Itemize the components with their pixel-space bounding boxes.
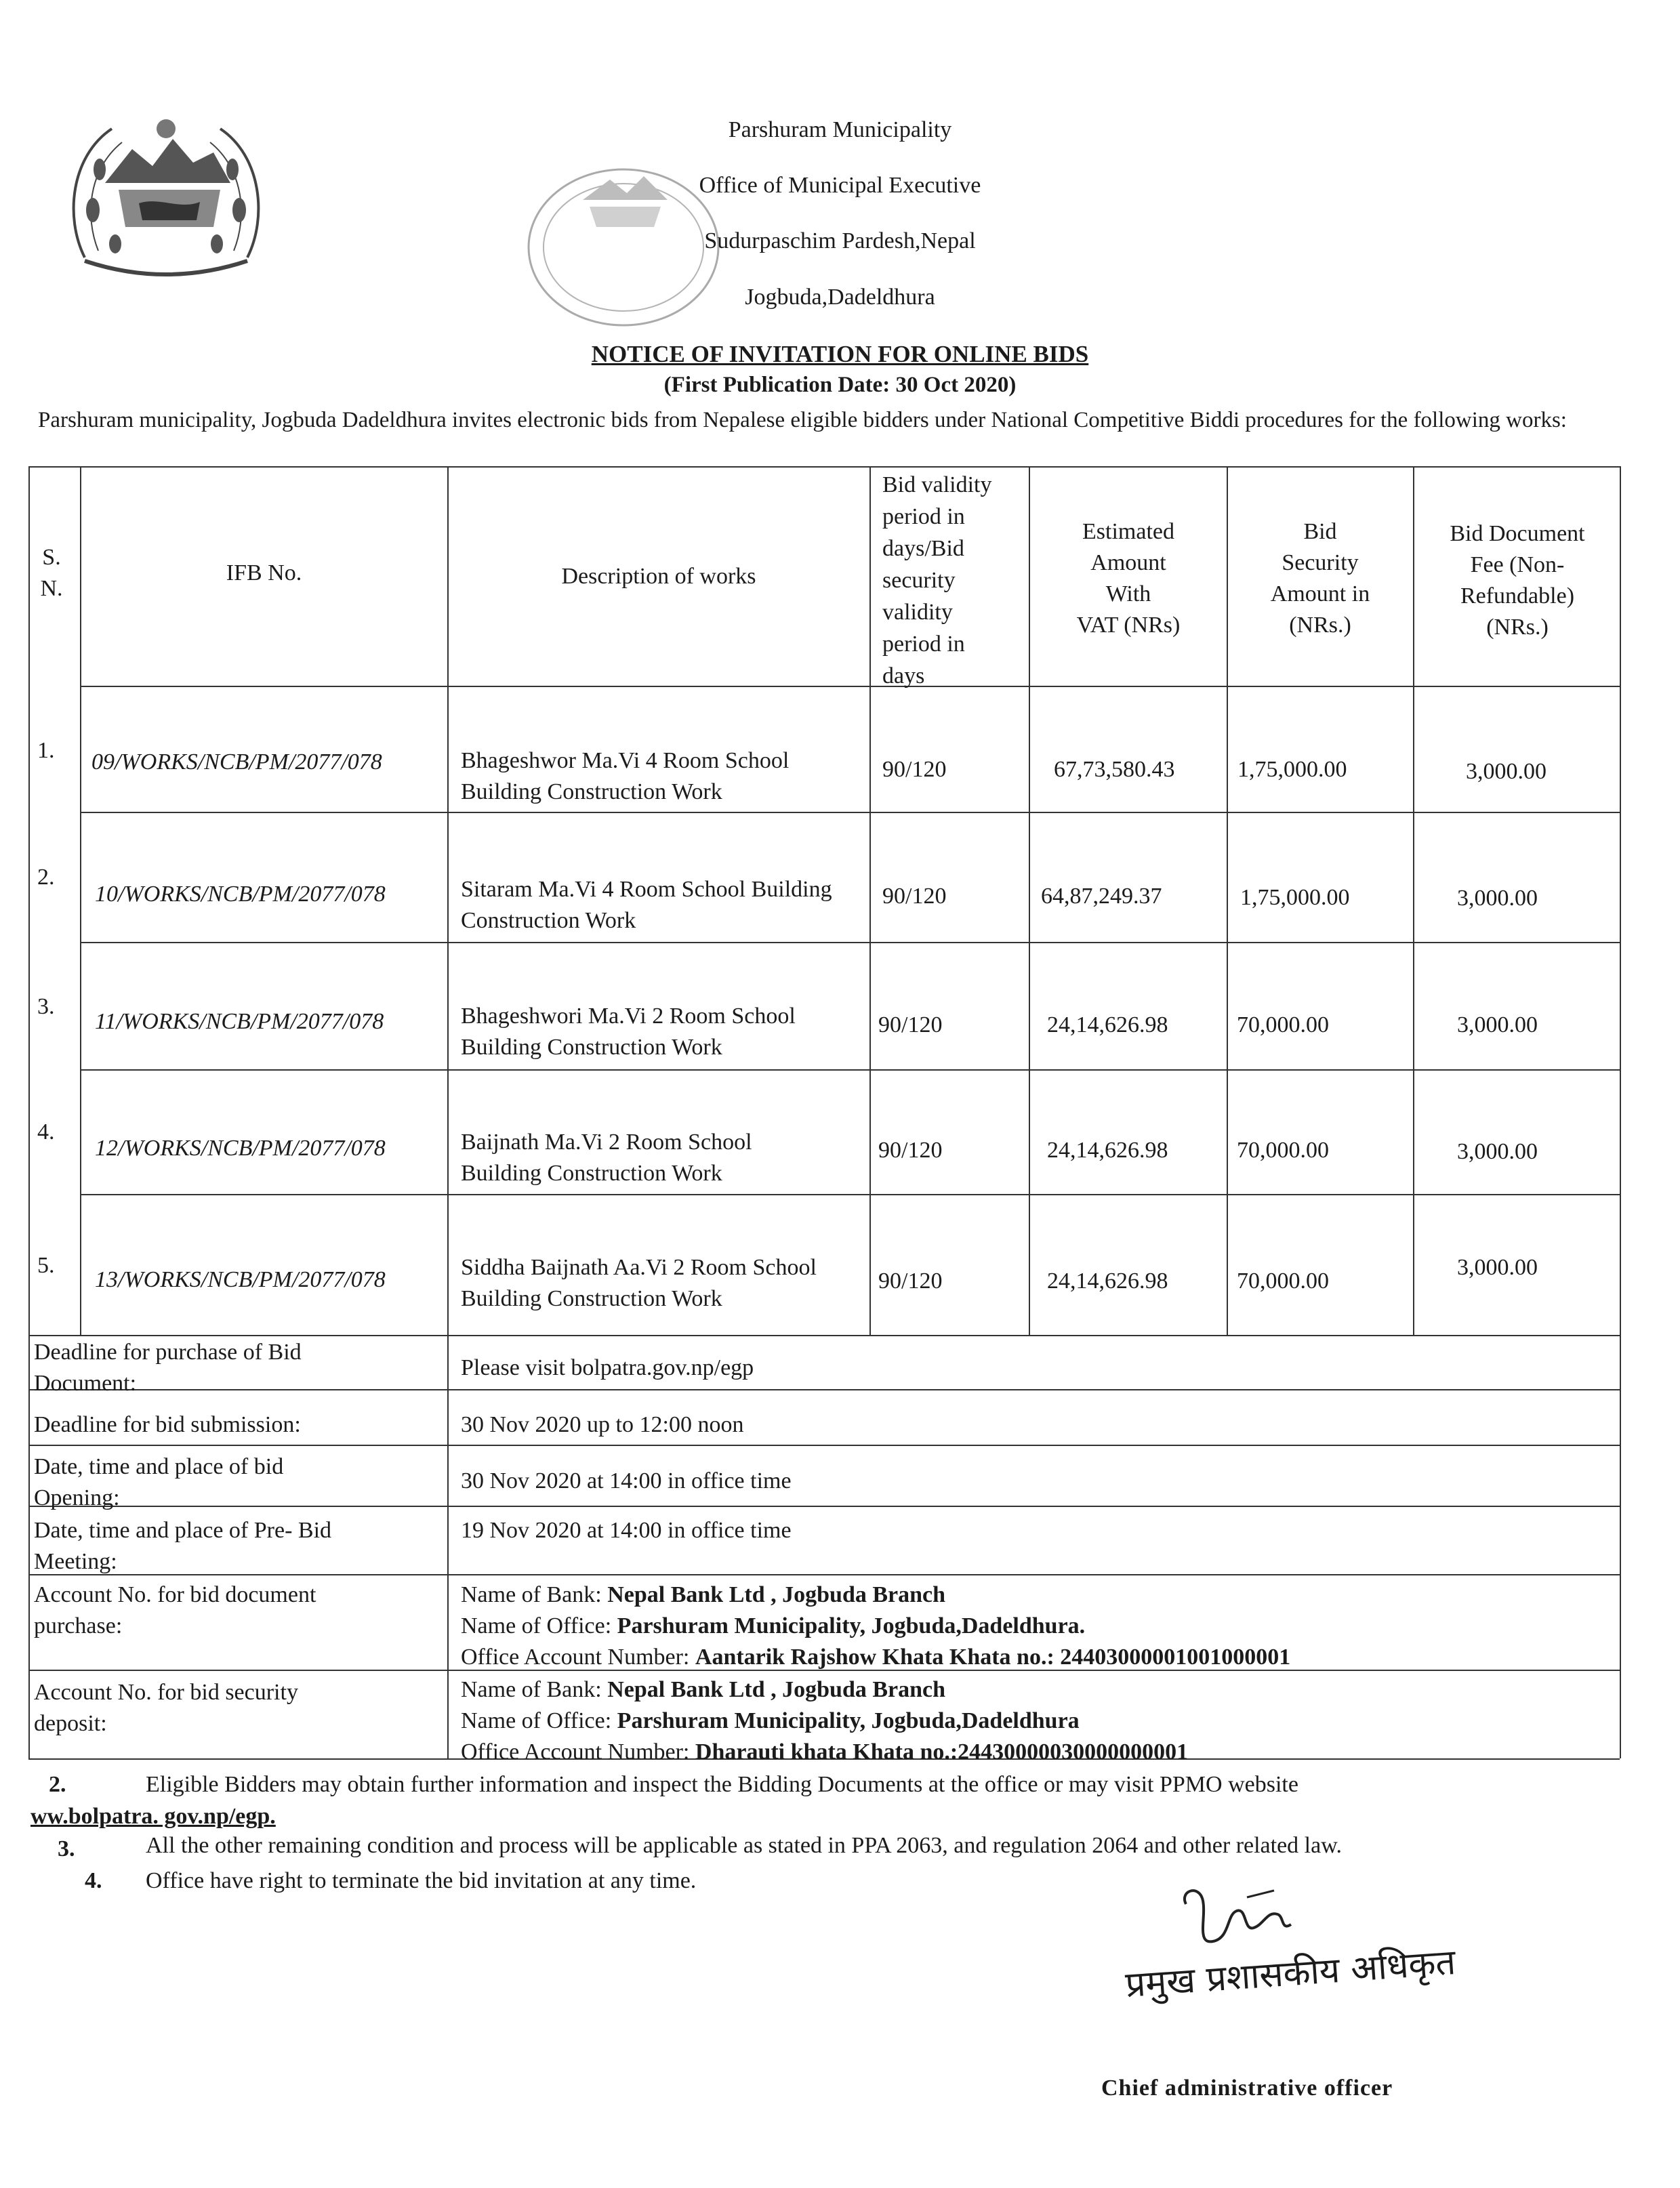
signature-devanagari-title: प्रमुख प्रशासकीय अधिकृत [1124, 1942, 1457, 2006]
info-value-submission-deadline: 30 Nov 2020 up to 12:00 noon [461, 1412, 744, 1437]
row-3-description: Bhageshwori Ma.Vi 2 Room School Building Construction Work [461, 1004, 796, 1060]
row-1-amount: 67,73,580.43 [1054, 757, 1175, 782]
row-5-fee: 3,000.00 [1457, 1255, 1538, 1280]
publication-date: (First Publication Date: 30 Oct 2020) [663, 373, 1017, 397]
row-3-ifb: 11/WORKS/NCB/PM/2077/078 [95, 1009, 384, 1034]
table-rule-v [80, 466, 81, 1335]
signatory-title: Chief administrative officer [1101, 2076, 1393, 2101]
account-value-security: Name of Bank: Nepal Bank Ltd , Jogbuda Branch Name of Office: Parshuram Municipality, Jogbuda,Dadeldhura Office Account Number: Dharauti khata Khata no.:24430000030000000001 [461, 1677, 1189, 1764]
account-label-document: Account No. for bid document purchase: [34, 1582, 316, 1638]
row-3-validity: 90/120 [878, 1012, 943, 1037]
row-3-fee: 3,000.00 [1457, 1012, 1538, 1037]
row-5-ifb: 13/WORKS/NCB/PM/2077/078 [95, 1267, 386, 1292]
row-2-description: Sitaram Ma.Vi 4 Room School Building Construction Work [461, 877, 832, 933]
row-1-validity: 90/120 [882, 757, 947, 782]
row-4-sn: 4. [37, 1119, 55, 1144]
row-1-sn: 1. [37, 738, 55, 763]
info-label-prebid: Date, time and place of Pre- Bid Meeting: [34, 1518, 332, 1574]
row-4-ifb: 12/WORKS/NCB/PM/2077/078 [95, 1136, 386, 1161]
row-1-ifb: 09/WORKS/NCB/PM/2077/078 [91, 749, 382, 775]
row-5-description: Siddha Baijnath Aa.Vi 2 Room School Building Construction Work [461, 1255, 817, 1311]
col-header-sn: S. N. [40, 545, 63, 601]
row-2-security: 1,75,000.00 [1240, 885, 1350, 910]
table-rule-h [80, 812, 1620, 813]
row-2-amount: 64,87,249.37 [1041, 884, 1162, 909]
col-header-fee: Bid Document Fee (Non- Refundable) (NRs.) [1450, 521, 1585, 640]
note-2-text: Eligible Bidders may obtain further information and inspect the Bidding Documents at the office or may visit PPMO website [146, 1772, 1298, 1797]
row-5-amount: 24,14,626.98 [1047, 1268, 1168, 1294]
office-name: Office of Municipal Executive [699, 173, 981, 198]
address-line: Jogbuda,Dadeldhura [745, 285, 935, 310]
row-5-sn: 5. [37, 1253, 55, 1278]
note-2-number: 2. [49, 1772, 66, 1797]
col-header-description: Description of works [561, 564, 756, 589]
row-4-description: Baijnath Ma.Vi 2 Room School Building Construction Work [461, 1130, 752, 1186]
row-2-validity: 90/120 [882, 884, 947, 909]
row-1-description: Bhageshwor Ma.Vi 4 Room School Building Construction Work [461, 748, 790, 804]
note-2-website-link[interactable]: ww.bolpatra. gov.np/egp. [30, 1804, 276, 1829]
row-5-validity: 90/120 [878, 1268, 943, 1294]
col-header-validity: Bid validity period in days/Bid security validity period in days [882, 472, 992, 688]
account-value-document: Name of Bank: Nepal Bank Ltd , Jogbuda Branch Name of Office: Parshuram Municipality, Jogbuda,Dadeldhura. Office Account Number: Aantarik Rajshow Khata Khata no.: 24403000001001000001 [461, 1582, 1291, 1670]
col-header-security: Bid Security Amount in (NRs.) [1270, 519, 1370, 638]
note-3-number: 3. [58, 1836, 75, 1861]
table-rule-h [28, 1445, 1620, 1446]
note-3-text: All the other remaining condition and process will be applicable as stated in PPA 2063, and regulation 2064 and other related law. [146, 1833, 1343, 1858]
table-rule-h [28, 466, 1621, 468]
row-1-fee: 3,000.00 [1466, 759, 1546, 784]
row-4-fee: 3,000.00 [1457, 1139, 1538, 1164]
table-rule-v [28, 466, 30, 1758]
row-1-security: 1,75,000.00 [1237, 757, 1347, 782]
info-label-opening: Date, time and place of bid Opening: [34, 1454, 284, 1510]
table-rule-v [447, 1335, 449, 1758]
info-value-purchase-deadline: Please visit bolpatra.gov.np/egp [461, 1355, 754, 1380]
row-3-sn: 3. [37, 994, 55, 1019]
col-header-amount: Estimated Amount With VAT (NRs) [1076, 519, 1181, 638]
col-header-ifb: IFB No. [226, 560, 302, 585]
municipality-name: Parshuram Municipality [728, 117, 952, 142]
info-value-opening: 30 Nov 2020 at 14:00 in office time [461, 1468, 792, 1493]
row-3-security: 70,000.00 [1237, 1012, 1329, 1037]
table-rule-v [1620, 1335, 1621, 1758]
province-name: Sudurpaschim Pardesh,Nepal [704, 228, 976, 253]
note-4-text: Office have right to terminate the bid invitation at any time. [146, 1868, 697, 1893]
row-2-sn: 2. [37, 865, 55, 890]
row-3-amount: 24,14,626.98 [1047, 1012, 1168, 1037]
intro-paragraph: Parshuram municipality, Jogbuda Dadeldhura invites electronic bids from Nepalese eligible bidders under National Competitive Biddi procedures for the following works: [38, 408, 1567, 432]
table-rule-v [447, 466, 449, 1335]
info-label-purchase-deadline: Deadline for purchase of Bid Document: [34, 1340, 302, 1396]
row-5-security: 70,000.00 [1237, 1268, 1329, 1294]
table-rule-h [80, 942, 1620, 943]
table-rule-h [80, 1069, 1620, 1071]
table-rule-h [80, 686, 1620, 687]
account-label-security: Account No. for bid security deposit: [34, 1680, 298, 1736]
table-rule-h [80, 1194, 1620, 1195]
row-4-validity: 90/120 [878, 1138, 943, 1163]
table-rule-v [869, 466, 871, 1335]
row-4-amount: 24,14,626.98 [1047, 1138, 1168, 1163]
notice-title: NOTICE OF INVITATION FOR ONLINE BIDS [591, 341, 1089, 367]
row-2-ifb: 10/WORKS/NCB/PM/2077/078 [95, 882, 386, 907]
row-2-fee: 3,000.00 [1457, 886, 1538, 911]
table-rule-h [28, 1335, 1621, 1336]
info-value-prebid: 19 Nov 2020 at 14:00 in office time [461, 1518, 792, 1543]
row-4-security: 70,000.00 [1237, 1138, 1329, 1163]
note-4-number: 4. [85, 1868, 102, 1893]
info-label-submission-deadline: Deadline for bid submission: [34, 1412, 301, 1437]
